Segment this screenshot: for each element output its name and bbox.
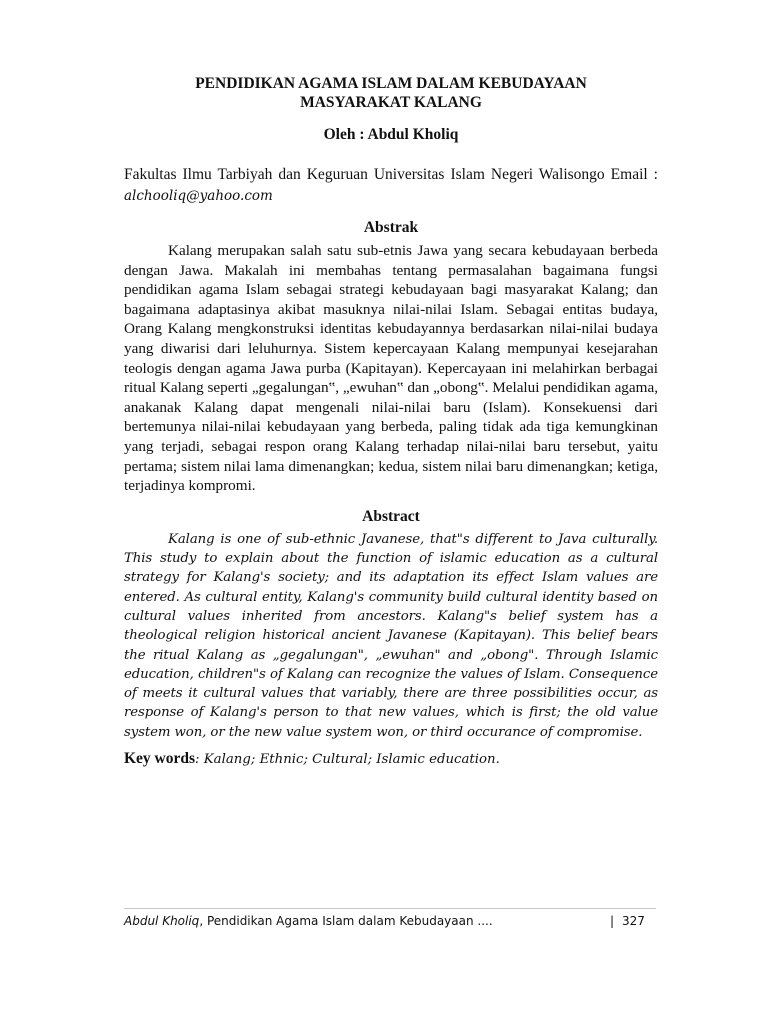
page-footer (124, 908, 656, 928)
abstract-body: Kalang is one of sub-ethnic Javanese, that"s different to Java culturally. This study to explain about the function of islamic education as a cultural strategy for Kalang's society; and its adaptation its effect Islam values are entered. As cultural entity, Kalang's community build cultural identity based on cultural values inherited from ancestors. Kalang"s belief system has a theological religion historical ancient Javanese (Kapitayan). This belief bears the ritual Kalang as „gegalungan", „ewuhan" and „obong". Through Islamic education, children"s of Kalang can recognize the values of Islam. Consequence of meets it cultural values that variably, there are three possibilities occur, as response of Kalang's person to that new values, which is first; the old value system won, or the new value system won, or third occurance of compromise. (124, 531, 658, 740)
footer-running-title: , Pendidikan Agama Islam dalam Kebudayaan .... (199, 914, 493, 928)
footer-separator: | (610, 914, 615, 928)
title-line-2: MASYARAKAT KALANG (300, 94, 482, 111)
abstract-heading: Abstract (362, 507, 420, 525)
author-line: Oleh : Abdul Kholiq (323, 126, 459, 143)
paper-title (124, 74, 658, 112)
affiliation (124, 164, 658, 207)
email-link[interactable]: alchooliq@yahoo.com (124, 188, 273, 204)
keywords-values: : Kalang; Ethnic; Cultural; Islamic education. (195, 751, 500, 767)
abstrak-heading: Abstrak (363, 219, 419, 236)
affiliation-text: Fakultas Ilmu Tarbiyah dan Keguruan Universitas Islam Negeri Walisongo Email : (124, 166, 658, 183)
footer-author: Abdul Kholiq (124, 914, 200, 928)
keywords-label: Key words (124, 749, 196, 767)
title-line-1: PENDIDIKAN AGAMA ISLAM DALAM KEBUDAYAAN (195, 75, 587, 92)
abstrak-body: Kalang merupakan salah satu sub-etnis Jawa yang secara kebudayaan berbeda dengan Jawa. Makalah ini membahas tentang permasalahan bagaimana fungsi pendidikan agama Islam sebagai strategi kebudayaan bagi masyarakat Kalang; dan bagaimana adaptasinya akibat masuknya nilai-nilai Islam. Sebagai entitas budaya, Orang Kalang mengkonstruksi identitas kebudayannya berdasarkan nilai-nilai budaya yang diwarisi dari leluhurnya. Sistem kepercayaan Kalang mempunyai kesejarahan teologis dengan agama Jawa purba (Kapitayan). Kepercayaan ini melahirkan berbagai ritual Kalang seperti „gegalungan‟, „ewuhan‟ dan „obong‟. Melalui pendidikan agama, anakanak Kalang dapat mengenali nilai-nilai baru (Islam). Konsekuensi dari bertemunya nilai-nilai kebudayaan yang berbeda, paling tidak ada tiga kemungkinan yang terjadi, sebagai respon orang Kalang terhadap nilai-nilai baru tersebut, yaitu pertama; sistem nilai lama dimenangkan; kedua, sistem nilai baru dimenangkan; ketiga, terjadinya kompromi. (124, 242, 658, 495)
page-number: 327 (622, 914, 645, 928)
paper-page (124, 74, 658, 768)
keywords (124, 750, 658, 768)
